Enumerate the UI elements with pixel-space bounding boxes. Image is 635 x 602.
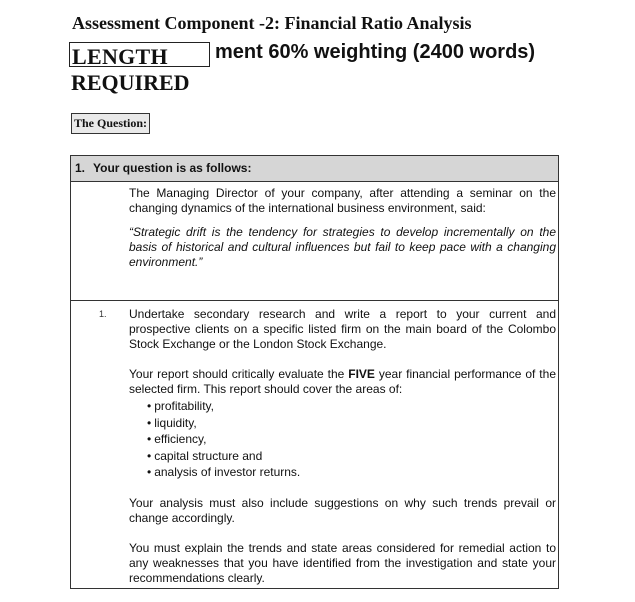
length-label: LENGTH: [72, 44, 168, 69]
analysis-paragraph: Your analysis must also include suggestions on why such trends prevail or change accordingly.: [129, 495, 556, 525]
page-title: Assessment Component -2: Financial Ratio Analysis: [72, 13, 472, 33]
list-item: • liquidity,: [147, 415, 556, 432]
question-number: 1.: [75, 161, 86, 175]
question-context-section: [71, 182, 558, 301]
evaluate-paragraph: [129, 367, 556, 397]
task-item: [99, 307, 556, 588]
list-item: • profitability,: [147, 398, 556, 415]
areas-list: [147, 398, 556, 481]
question-table: [70, 155, 559, 589]
task-body: [129, 307, 556, 588]
list-item: • capital structure and: [147, 448, 556, 465]
quote-paragraph: “Strategic drift is the tendency for strategies to develop incrementally on the basis of historical and cultural influences but fail to keep pace with a changing environment.”: [129, 225, 556, 269]
explain-paragraph: You must explain the trends and state areas considered for remedial action to any weaknesses that you have identified from the investigation and state your recommendations clearly.: [129, 540, 556, 585]
question-task-section: [71, 301, 558, 588]
task-number: 1.: [99, 309, 107, 319]
list-item: • efficiency,: [147, 431, 556, 448]
evaluate-text-before: Your report should critically evaluate the: [129, 367, 349, 381]
question-label: The Question:: [71, 113, 150, 134]
evaluate-text-after: year financial performance of the selected firm. This report should cover the areas of:: [129, 367, 556, 396]
required-label: REQUIRED: [71, 70, 190, 95]
intro-paragraph: The Managing Director of your company, after attending a seminar on the changing dynamics of the international business environment, said:: [129, 186, 556, 215]
list-item: • analysis of investor returns.: [147, 464, 556, 481]
question-header: [71, 156, 558, 182]
weighting-text: ment 60% weighting (2400 words): [215, 41, 536, 63]
task-paragraph: Undertake secondary research and write a report to your current and prospective clients on a specific listed firm on the main board of the Colombo Stock Exchange or the London Stock Exchange.: [129, 307, 556, 351]
evaluate-text-bold: FIVE: [348, 367, 375, 381]
question-heading: Your question is as follows:: [93, 161, 252, 175]
